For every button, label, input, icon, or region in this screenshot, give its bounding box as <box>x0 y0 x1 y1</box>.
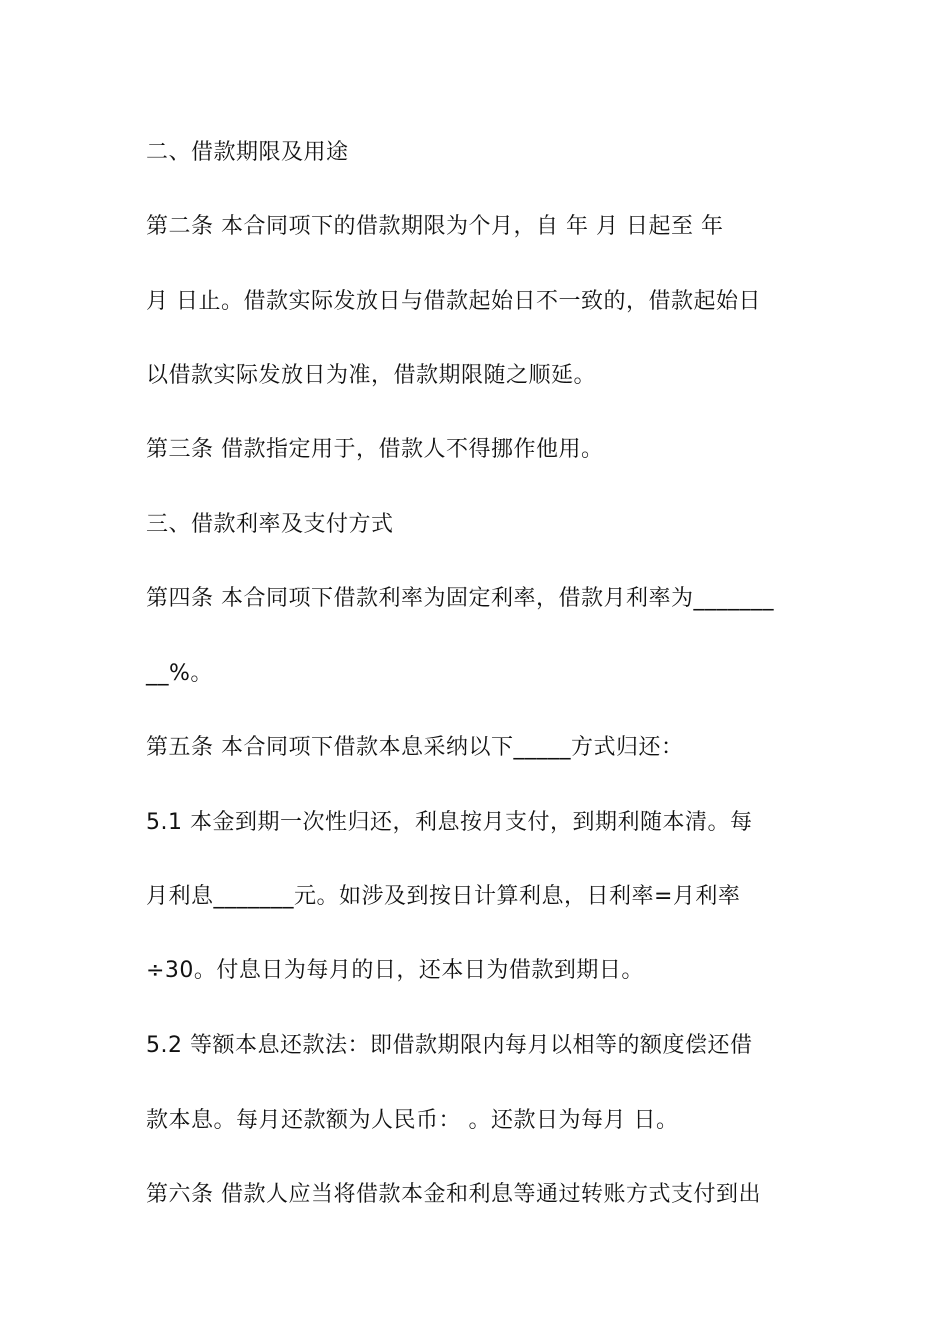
article-6-line-1: 第六条 借款人应当将借款本金和利息等通过转账方式支付到出 <box>146 1182 761 1207</box>
section-heading-term-and-purpose: 二、借款期限及用途 <box>146 140 349 165</box>
clause-5-2-line-1: 5.2 等额本息还款法：即借款期限内每月以相等的额度偿还借 <box>146 1033 753 1058</box>
clause-5-1-line-3: ÷30。付息日为每月的日，还本日为借款到期日。 <box>146 958 644 983</box>
clause-5-1-line-2: 月利息_______元。如涉及到按日计算利息，日利率=月利率 <box>146 884 741 909</box>
article-3: 第三条 借款指定用于，借款人不得挪作他用。 <box>146 437 604 462</box>
clause-5-2-line-2: 款本息。每月还款额为人民币： 。还款日为每月 日。 <box>146 1108 679 1133</box>
article-4-line-2: __%。 <box>146 661 213 686</box>
clause-5-1-line-1: 5.1 本金到期一次性归还，利息按月支付，到期利随本清。每 <box>146 810 753 835</box>
article-4-line-1: 第四条 本合同项下借款利率为固定利率，借款月利率为_______ <box>146 586 774 611</box>
section-heading-interest-and-payment: 三、借款利率及支付方式 <box>146 512 394 537</box>
article-2-line-2: 月 日止。借款实际发放日与借款起始日不一致的，借款起始日 <box>146 289 761 314</box>
article-2-line-3: 以借款实际发放日为准，借款期限随之顺延。 <box>146 363 597 388</box>
article-5: 第五条 本合同项下借款本息采纳以下_____方式归还： <box>146 735 684 760</box>
article-2-line-1: 第二条 本合同项下的借款期限为个月，自 年 月 日起至 年 <box>146 214 724 239</box>
